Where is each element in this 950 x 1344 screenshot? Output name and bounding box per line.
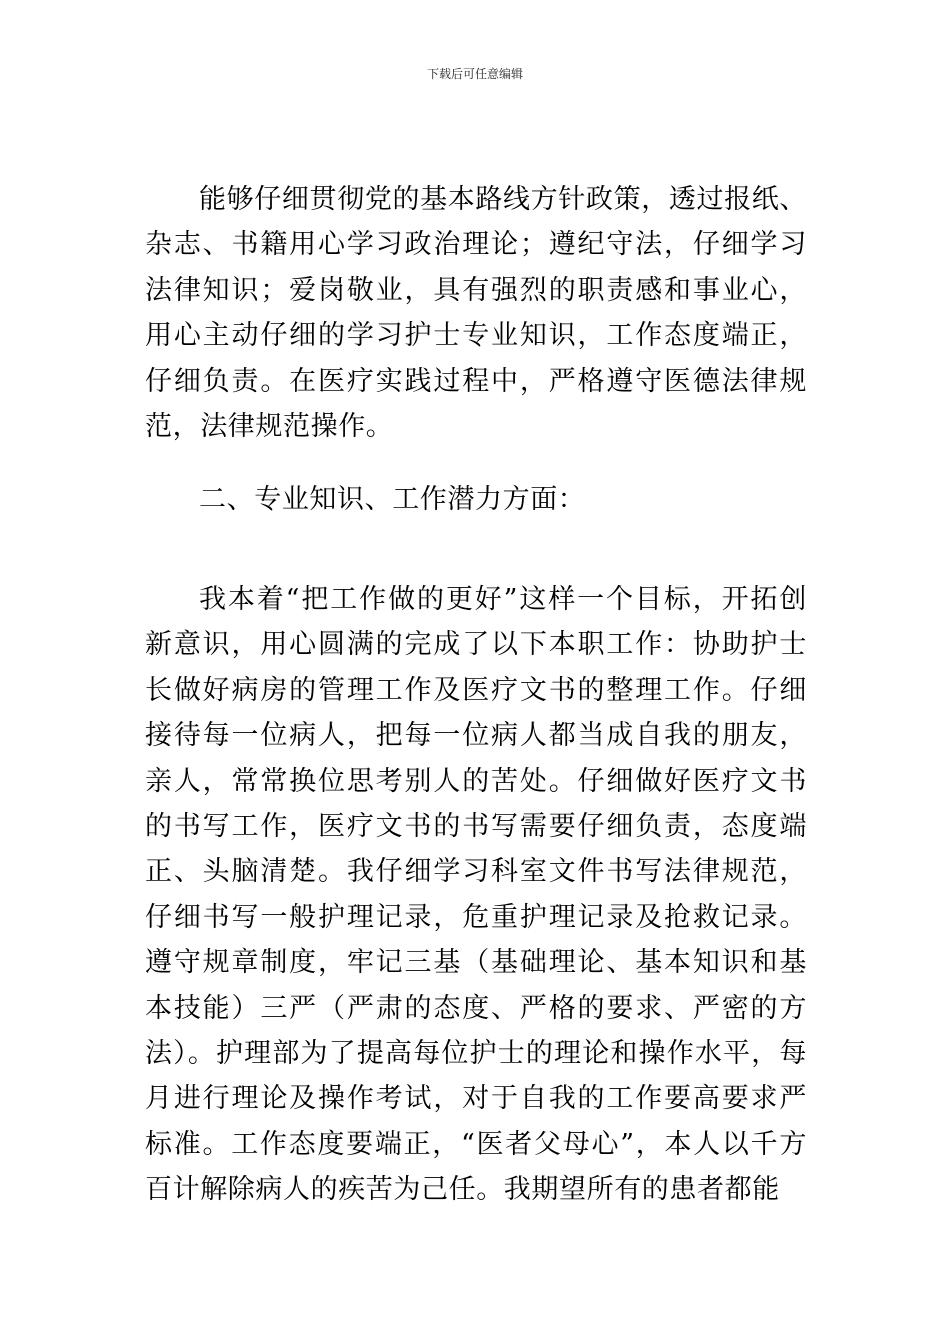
body-paragraph-2: 我本着“把工作做的更好”这样一个目标，开拓创新意识，用心圆满的完成了以下本职工作：协助护士长做好病房的管理工作及医疗文书的整理工作。仔细接待每一位病人，把每一位病人都当成自我的朋友，亲人，常常换位思考别人的苦处。仔细做好医疗文书的书写工作，医疗文书的书写需要仔细负责，态度端正、头脑清楚。我仔细学习科室文件书写法律规范，仔细书写一般护理记录，危重护理记录及抢救记录。遵守规章制度，牢记三基（基础理论、基本知识和基本技能）三严（严肃的态度、严格的要求、严密的方法）。护理部为了提高每位护士的理论和操作水平，每月进行理论及操作考试，对于自我的工作要高要求严标准。工作态度要端正，“医者父母心”，本人以千方百计解除病人的疾苦为己任。我期望所有的患者都能 <box>145 584 807 1206</box>
section-heading: 二、专业知识、工作潜力方面： <box>199 484 586 515</box>
body-paragraph-1: 能够仔细贯彻党的基本路线方针政策，透过报纸、杂志、书籍用心学习政治理论；遵纪守法，仔细学习法律知识；爱岗敬业，具有强烈的职责感和事业心，用心主动仔细的学习护士专业知识，工作态度端正，仔细负责。在医疗实践过程中，严格遵守医德法律规范，法律规范操作。 <box>145 184 807 443</box>
page-header-note: 下载后可任意编辑 <box>426 67 523 81</box>
